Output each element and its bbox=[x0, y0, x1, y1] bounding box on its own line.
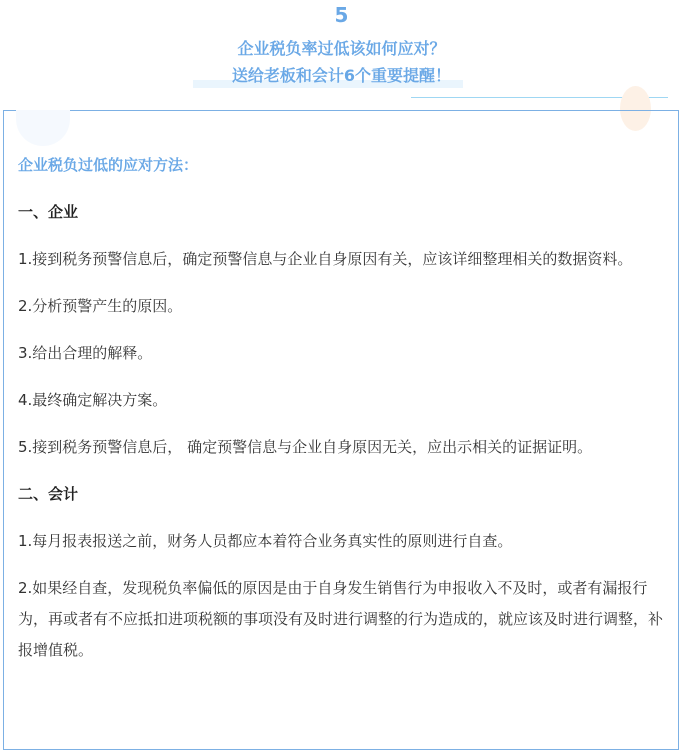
section-number: 5 bbox=[334, 3, 349, 27]
list-item: 4.最终确定解决方案。 bbox=[18, 391, 168, 409]
section-heading: 二、会计 bbox=[18, 485, 79, 503]
list-item: 5.接到税务预警信息后， 确定预警信息与企业自身原因无关，应出示相关的证据证明。 bbox=[18, 438, 593, 456]
subtitle: 企业税负过低的应对方法： bbox=[18, 156, 199, 174]
list-item: 1.每月报表报送之前，财务人员都应本着符合业务真实性的原则进行自查。 bbox=[18, 532, 513, 550]
list-item: 2.分析预警产生的原因。 bbox=[18, 297, 183, 315]
list-item: 2.如果经自查，发现税负率偏低的原因是由于自身发生销售行为申报收入不及时，或者有漏报行为，再或者有不应抵扣进项税额的事项没有及时进行调整的行为造成的，就应该及时进行调整，补报增值税。 bbox=[18, 579, 664, 659]
list-item: 3.给出合理的解释。 bbox=[18, 344, 153, 362]
article-content bbox=[18, 150, 666, 682]
title-line-1: 企业税负率过低该如何应对？ bbox=[237, 39, 446, 58]
title-line-2: 送给老板和会计6个重要提醒！ bbox=[231, 66, 452, 85]
list-item: 1.接到税务预警信息后，确定预警信息与企业自身原因有关，应该详细整理相关的数据资料。 bbox=[18, 250, 633, 268]
section-heading: 一、企业 bbox=[18, 203, 79, 221]
